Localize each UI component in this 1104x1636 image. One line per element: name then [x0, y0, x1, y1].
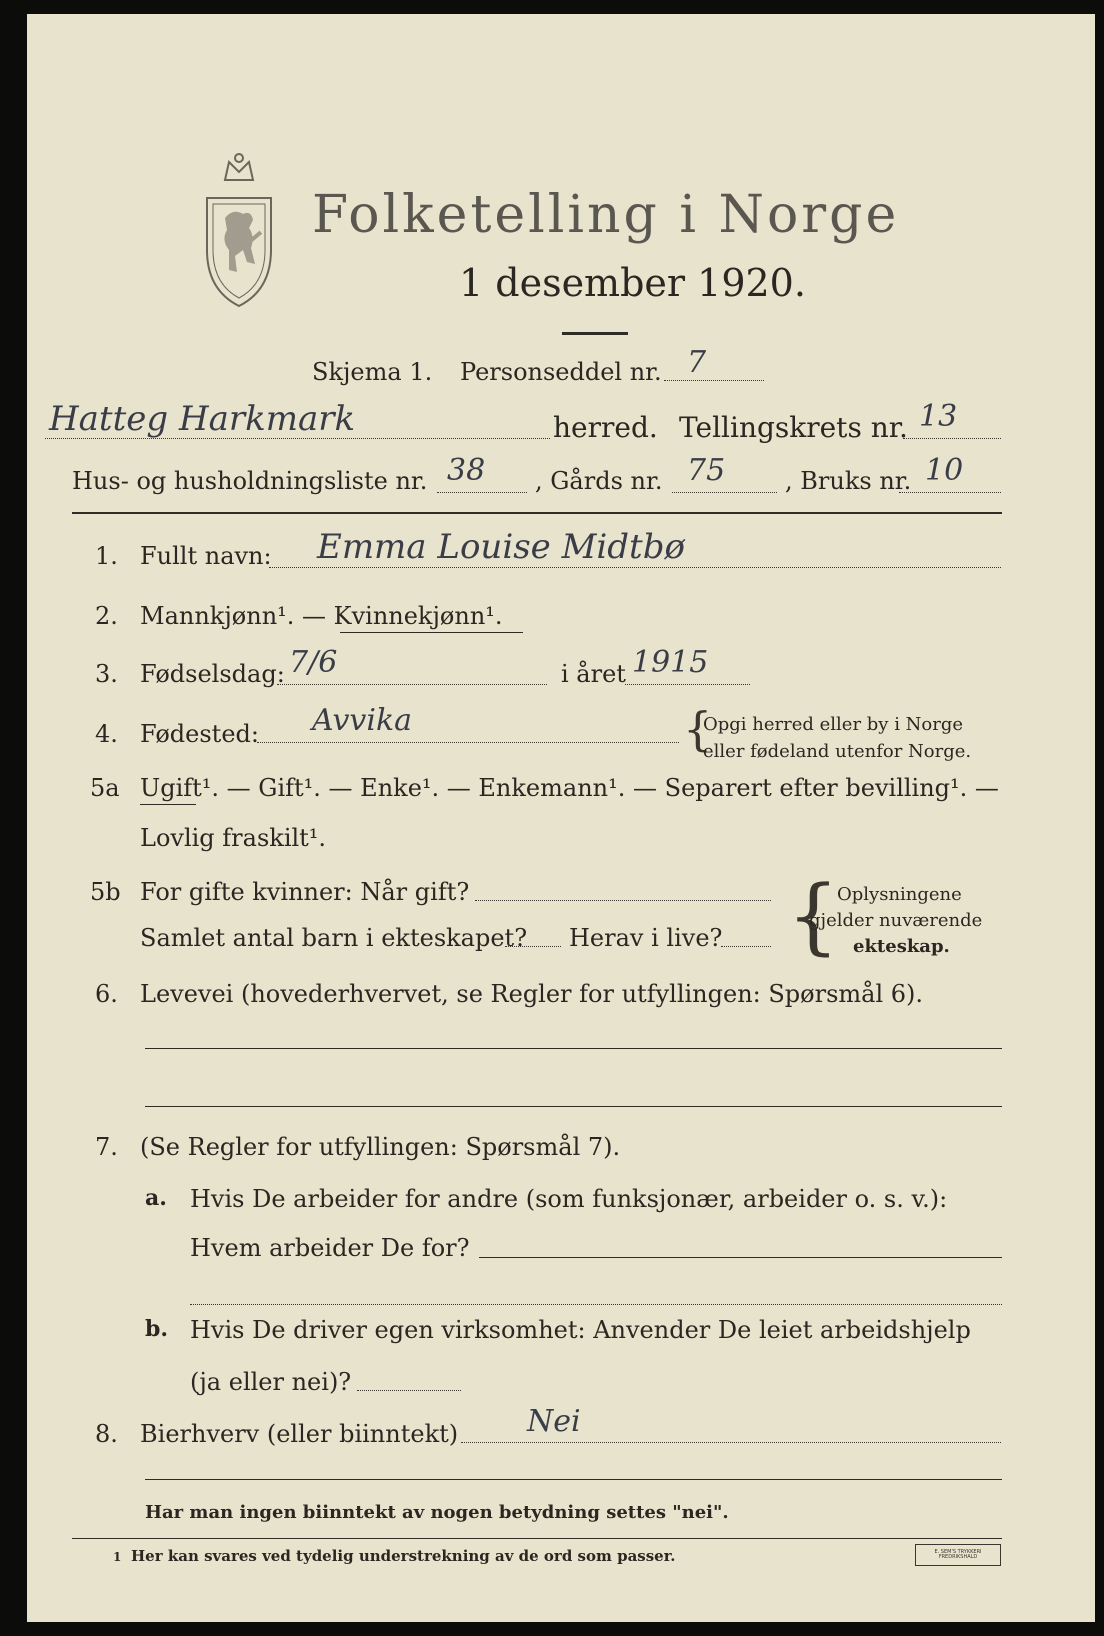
- q2-number: 2.: [95, 602, 118, 630]
- q4-note-brace: {: [683, 702, 713, 756]
- hus-value[interactable]: 38: [447, 453, 486, 488]
- footnote-mark: 1: [113, 1550, 122, 1564]
- q5b-number: 5b: [90, 878, 121, 906]
- q3-year-label: i året: [561, 660, 626, 688]
- q3-line: [277, 684, 547, 685]
- coat-of-arms-icon: [195, 140, 283, 310]
- q7a-extra-line: [190, 1304, 1002, 1305]
- q5a-options: Ugift¹. — Gift¹. — Enke¹. — Enkemann¹. — Separert efter bevilling¹. —: [140, 774, 999, 802]
- bruks-label: , Bruks nr.: [785, 467, 912, 495]
- hus-line: [437, 492, 527, 493]
- gards-value[interactable]: 75: [687, 453, 726, 488]
- bruks-line: [899, 492, 1001, 493]
- q8-value[interactable]: Nei: [527, 1404, 581, 1439]
- q5b-note-brace: {: [787, 869, 840, 964]
- form-date: 1 desember 1920.: [459, 261, 806, 305]
- hus-label: Hus- og husholdningsliste nr.: [72, 467, 428, 495]
- footnote-text: Her kan svares ved tydelig understrekning av de ord som passer.: [131, 1547, 676, 1565]
- q1-label: Fullt navn:: [140, 542, 272, 570]
- footnote-rule: [72, 1538, 1002, 1539]
- q4-birthplace-value[interactable]: Avvika: [312, 703, 413, 738]
- q3-year-value[interactable]: 1915: [632, 645, 709, 680]
- q5b-note-line2: gjelder nuværende: [809, 910, 983, 931]
- q6-number: 6.: [95, 980, 118, 1008]
- no-income-note: Har man ingen biinntekt av nogen betydning settes "nei".: [145, 1502, 729, 1523]
- q5b-note-line1: Oplysningene: [837, 884, 962, 905]
- gards-line: [672, 492, 777, 493]
- q6-answer-line2: [145, 1106, 1002, 1107]
- tellingskrets-value[interactable]: 13: [919, 399, 958, 434]
- q7b-answer-line: [357, 1390, 461, 1391]
- q5b-married-when: For gifte kvinner: Når gift?: [140, 878, 470, 906]
- q2-label: Mannkjønn¹. — Kvinnekjønn¹.: [140, 602, 503, 630]
- q5b-note-line3: ekteskap.: [853, 936, 950, 957]
- herred-label: herred.: [553, 411, 658, 444]
- q5b-married-line: [475, 900, 771, 901]
- q5b-children-line: [505, 946, 561, 947]
- q5b-children-total: Samlet antal barn i ekteskapet?: [140, 924, 528, 952]
- herred-value[interactable]: Hatteg Harkmark: [49, 399, 356, 439]
- q1-line: [269, 567, 1001, 568]
- q7-number: 7.: [95, 1133, 118, 1161]
- q4-number: 4.: [95, 720, 118, 748]
- personseddel-label: Personseddel nr.: [460, 358, 662, 386]
- q7-label: (Se Regler for utfyllingen: Spørsmål 7).: [140, 1133, 621, 1161]
- q7b-marker: b.: [145, 1316, 169, 1342]
- q5a-options-cont: Lovlig fraskilt¹.: [140, 824, 327, 852]
- q3-label: Fødselsdag:: [140, 660, 285, 688]
- skjema-label: Skjema 1.: [312, 358, 433, 386]
- personseddel-line: [664, 380, 764, 381]
- herred-line: [45, 438, 550, 439]
- q3-number: 3.: [95, 660, 118, 688]
- q4-label: Fødested:: [140, 720, 259, 748]
- tellingskrets-line: [903, 438, 1001, 439]
- q1-number: 1.: [95, 542, 118, 570]
- q7b-answer-label: (ja eller nei)?: [190, 1368, 352, 1396]
- q8-label: Bierhverv (eller biinntekt): [140, 1420, 459, 1448]
- q4-line: [257, 742, 679, 743]
- q7a-marker: a.: [145, 1185, 167, 1211]
- q7b-question: Hvis De driver egen virksomhet: Anvender De leiet arbeidshjelp: [190, 1316, 971, 1344]
- tellingskrets-label: Tellingskrets nr.: [679, 411, 908, 444]
- title-divider: [562, 332, 628, 335]
- q7a-employer-line: [479, 1257, 1002, 1258]
- q2-underline-kvinnekjonn: [340, 632, 523, 633]
- form-title: Folketelling i Norge: [312, 185, 900, 245]
- census-form-sheet: [27, 14, 1095, 1622]
- q5a-underline-ugift: [140, 804, 196, 805]
- q8-extra-line: [145, 1479, 1002, 1480]
- q3-year-line: [625, 684, 750, 685]
- bruks-value[interactable]: 10: [925, 453, 964, 488]
- q1-name-value[interactable]: Emma Louise Midtbø: [317, 527, 685, 567]
- header-rule: [72, 512, 1002, 514]
- q5a-number: 5a: [90, 774, 120, 802]
- q7a-question: Hvis De arbeider for andre (som funksjonær, arbeider o. s. v.):: [190, 1185, 948, 1213]
- q8-line: [461, 1442, 1001, 1443]
- q4-note-line1: Opgi herred eller by i Norge: [703, 714, 964, 735]
- q6-label: Levevei (hovederhvervet, se Regler for utfyllingen: Spørsmål 6).: [140, 980, 924, 1008]
- q5b-alive-line: [721, 946, 771, 947]
- q4-note-line2: eller fødeland utenfor Norge.: [703, 741, 972, 762]
- q7a-employer-label: Hvem arbeider De for?: [190, 1234, 470, 1262]
- q8-number: 8.: [95, 1420, 118, 1448]
- printer-stamp-text: E. SEM'S TRYKKERI FREDRIKSHALD: [934, 1548, 982, 1560]
- personseddel-value[interactable]: 7: [687, 345, 707, 380]
- q3-birthday-value[interactable]: 7/6: [289, 645, 338, 680]
- q5b-children-alive: Herav i live?: [569, 924, 723, 952]
- gards-label: , Gårds nr.: [535, 467, 663, 495]
- printer-stamp: [915, 1544, 1001, 1566]
- q6-answer-line1: [145, 1048, 1002, 1049]
